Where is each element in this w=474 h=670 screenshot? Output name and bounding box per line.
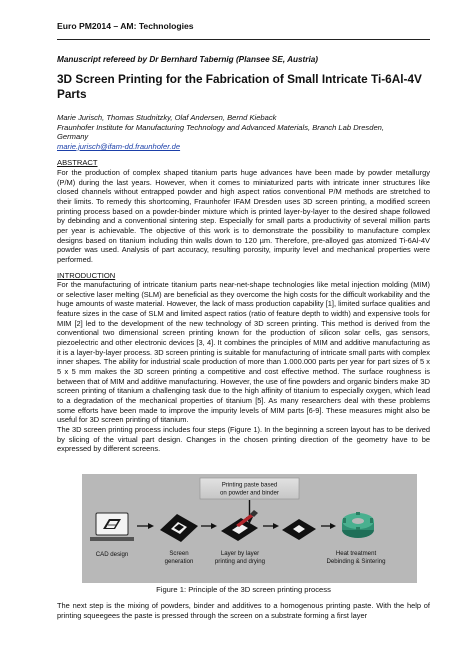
flow-arrow-3-head-icon bbox=[273, 523, 279, 529]
introduction-paragraph-2: The 3D screen printing process includes four steps (Figure 1). In the beginning a screen layout has to be derived by slicing of the virtual part design. Changes in the chosen printing direction of the geometry have to be expressed by different screens. bbox=[57, 424, 430, 454]
stage-label-heat-line-1: Heat treatment bbox=[335, 550, 377, 557]
paper-title bbox=[57, 72, 430, 101]
authors: Marie Jurisch, Thomas Studnitzky, Olaf Andersen, Bernd Kieback bbox=[57, 113, 277, 122]
stage-label-heat-line-2: Debinding & Sintering bbox=[326, 558, 386, 565]
affiliation-line-1: Fraunhofer Institute for Manufacturing Technology and Advanced Materials, Branch Lab Dresden, bbox=[57, 122, 385, 132]
author-email-link[interactable]: marie.jurisch@ifam-dd.fraunhofer.de bbox=[57, 141, 181, 151]
abstract-heading: ABSTRACT bbox=[57, 158, 98, 167]
body-tail-text: The next step is the mixing of powders, binder and additives to a homogenous printing paste. With the help of printing squeegees the paste is pressed through the screen on a substrate forming a first layer bbox=[57, 601, 430, 620]
printed-part-icon bbox=[282, 519, 316, 540]
introduction-heading: INTRODUCTION bbox=[57, 271, 116, 280]
journal-header: Euro PM2014 – AM: Technologies bbox=[57, 21, 194, 31]
header-rule bbox=[57, 39, 430, 40]
introduction-text bbox=[57, 280, 430, 454]
paste-label-line-1: Printing paste based bbox=[221, 481, 278, 489]
abstract-text: For the production of complex shaped titanium parts huge advances have been made by powder metallurgy (P/M) during the last years. However, when it comes to miniaturized parts with intricate inner structures like closed channels without entrapped powder and high aspect ratios conventional P/M methods are stretched to their limits. To remedy this shortcoming, Fraunhofer IFAM Dresden uses 3D screen printing, a modified screen printing process based on a powder-binder mixture which is printed layer-by-layer to the desired shape followed by debinding and a conventional sintering step. Especially for small parts a productivity of several million parts per year is achievable. The objective of this work is to demonstrate the possibility to manufacture complex designs based on titanium including thin walls down to 120 µm. Therefore, pre-alloyed gas atomized Ti-6Al-4V powder was used. Analysis of part accuracy, resulting porosity, impurity level and mechanical properties were performed. bbox=[57, 168, 430, 264]
stage-label-cad: CAD design bbox=[95, 551, 129, 558]
flow-arrow-1-head-icon bbox=[148, 523, 154, 529]
title-line-1: 3D Screen Printing for the Fabrication of Small Intricate Ti-6Al-4V bbox=[57, 72, 422, 86]
flow-arrow-4-head-icon bbox=[330, 523, 336, 529]
flow-arrow-2-head-icon bbox=[211, 523, 217, 529]
introduction-paragraph-1: For the manufacturing of intricate titanium parts near-net-shape technologies like metal injection molding (MIM) or selective laser melting (SLM) are beneficial as they overcome the high costs for the difficult workability and the huge amounts of waste material. However, the lack of mass production capability [1], limited surface qualities and feature sizes in the case of SLM and limited aspect ratios (ratio of feature depth to width) and expensive tools for MIM [2] led to the development of the new technology of 3D screen printing. This method is derived from the conventional two dimensional screen printing known for the production of silicon solar cells, gas sensors, piezoelectric and other electronic devices [3, 4]. It combines the principles of MIM and additive manufacturing as it is a layer-by-layer process. 3D screen printing is suitable for manufacturing of intricate small parts with complex inner shapes. The ability for industrial scale production of more than 1.000.000 parts per year for part sizes of 5 x 5 x 5 mm makes the 3D screen printing a competitive and cost effective method. The surface roughness is between that of MIM and additive manufacturing. However, the use of fine powders and organic binders make 3D screen printing of titanium a challenging task due to the high affinity of titanium to especially oxygen, which lead to a degradation of the mechanical properties of titanium [5]. As many researchers deal with these problems some efforts have been made to improve the impurity levels of MIM parts [6-9]. These measures might also be useful for 3D screen printing of titanium. bbox=[57, 280, 430, 425]
screen-icon bbox=[160, 514, 198, 542]
figure-caption: Figure 1: Principle of the 3D screen printing process bbox=[156, 585, 331, 594]
stage-label-screen-line-2: generation bbox=[164, 558, 194, 565]
paste-label-line-2: on powder and binder bbox=[220, 489, 279, 497]
process-figure bbox=[82, 474, 417, 583]
sintered-gear-icon bbox=[342, 512, 374, 538]
stage-label-screen-line-1: Screen bbox=[169, 550, 189, 557]
author-block bbox=[57, 113, 430, 151]
printing-icon bbox=[221, 510, 258, 541]
review-note: Manuscript refereed by Dr Bernhard Tabernig (Plansee SE, Austria) bbox=[57, 55, 319, 64]
affiliation-line-2: Germany bbox=[57, 132, 89, 142]
title-line-2: Parts bbox=[57, 86, 87, 101]
cad-design-icon bbox=[90, 513, 134, 541]
stage-label-printing-line-1: Layer by layer bbox=[220, 550, 260, 557]
stage-label-printing-line-2: printing and drying bbox=[214, 558, 266, 565]
process-diagram bbox=[82, 474, 417, 583]
